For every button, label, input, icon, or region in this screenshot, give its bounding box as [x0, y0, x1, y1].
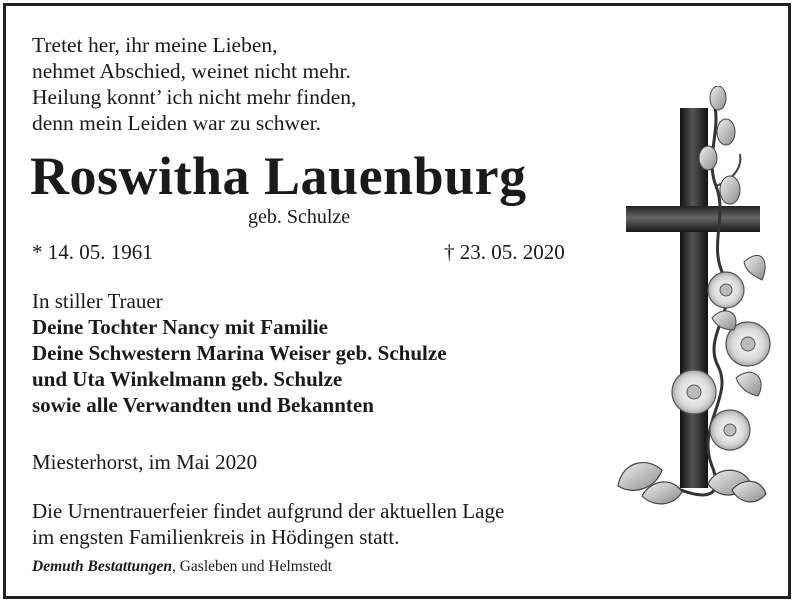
- poem: [32, 32, 356, 136]
- undertaker: [32, 558, 332, 576]
- deceased-name: Roswitha Lauenburg: [30, 146, 527, 206]
- mourners-intro: In stiller Trauer: [32, 289, 163, 313]
- poem-line: Heilung konnt’ ich nicht mehr finden,: [32, 85, 357, 109]
- birth-date: * 14. 05. 1961: [32, 240, 153, 264]
- poem-line: denn mein Leiden war zu schwer.: [32, 111, 321, 135]
- poem-line: Tretet her, ihr meine Lieben,: [32, 33, 278, 57]
- mourner-line: und Uta Winkelmann geb. Schulze: [32, 367, 343, 391]
- undertaker-firm: Demuth Bestattungen: [32, 558, 172, 575]
- cross-with-flowers-icon: [612, 86, 772, 516]
- mourner-line: Deine Schwestern Marina Weiser geb. Schulze: [32, 341, 447, 365]
- poem-line: nehmet Abschied, weinet nicht mehr.: [32, 59, 351, 83]
- mourners-block: [32, 288, 447, 418]
- mourner-line: sowie alle Verwandten und Bekannten: [32, 393, 374, 417]
- place-date: Miesterhorst, im Mai 2020: [32, 450, 258, 474]
- notice-line: im engsten Familienkreis in Hödingen statt.: [32, 525, 400, 549]
- maiden-name: geb. Schulze: [248, 206, 351, 228]
- death-date: † 23. 05. 2020: [444, 240, 565, 264]
- undertaker-locations: , Gasleben und Helmstedt: [171, 558, 333, 575]
- notice-line: Die Urnentrauerfeier findet aufgrund der aktuellen Lage: [32, 499, 505, 523]
- mourner-line: Deine Tochter Nancy mit Familie: [32, 315, 328, 339]
- ceremony-notice: [32, 498, 504, 550]
